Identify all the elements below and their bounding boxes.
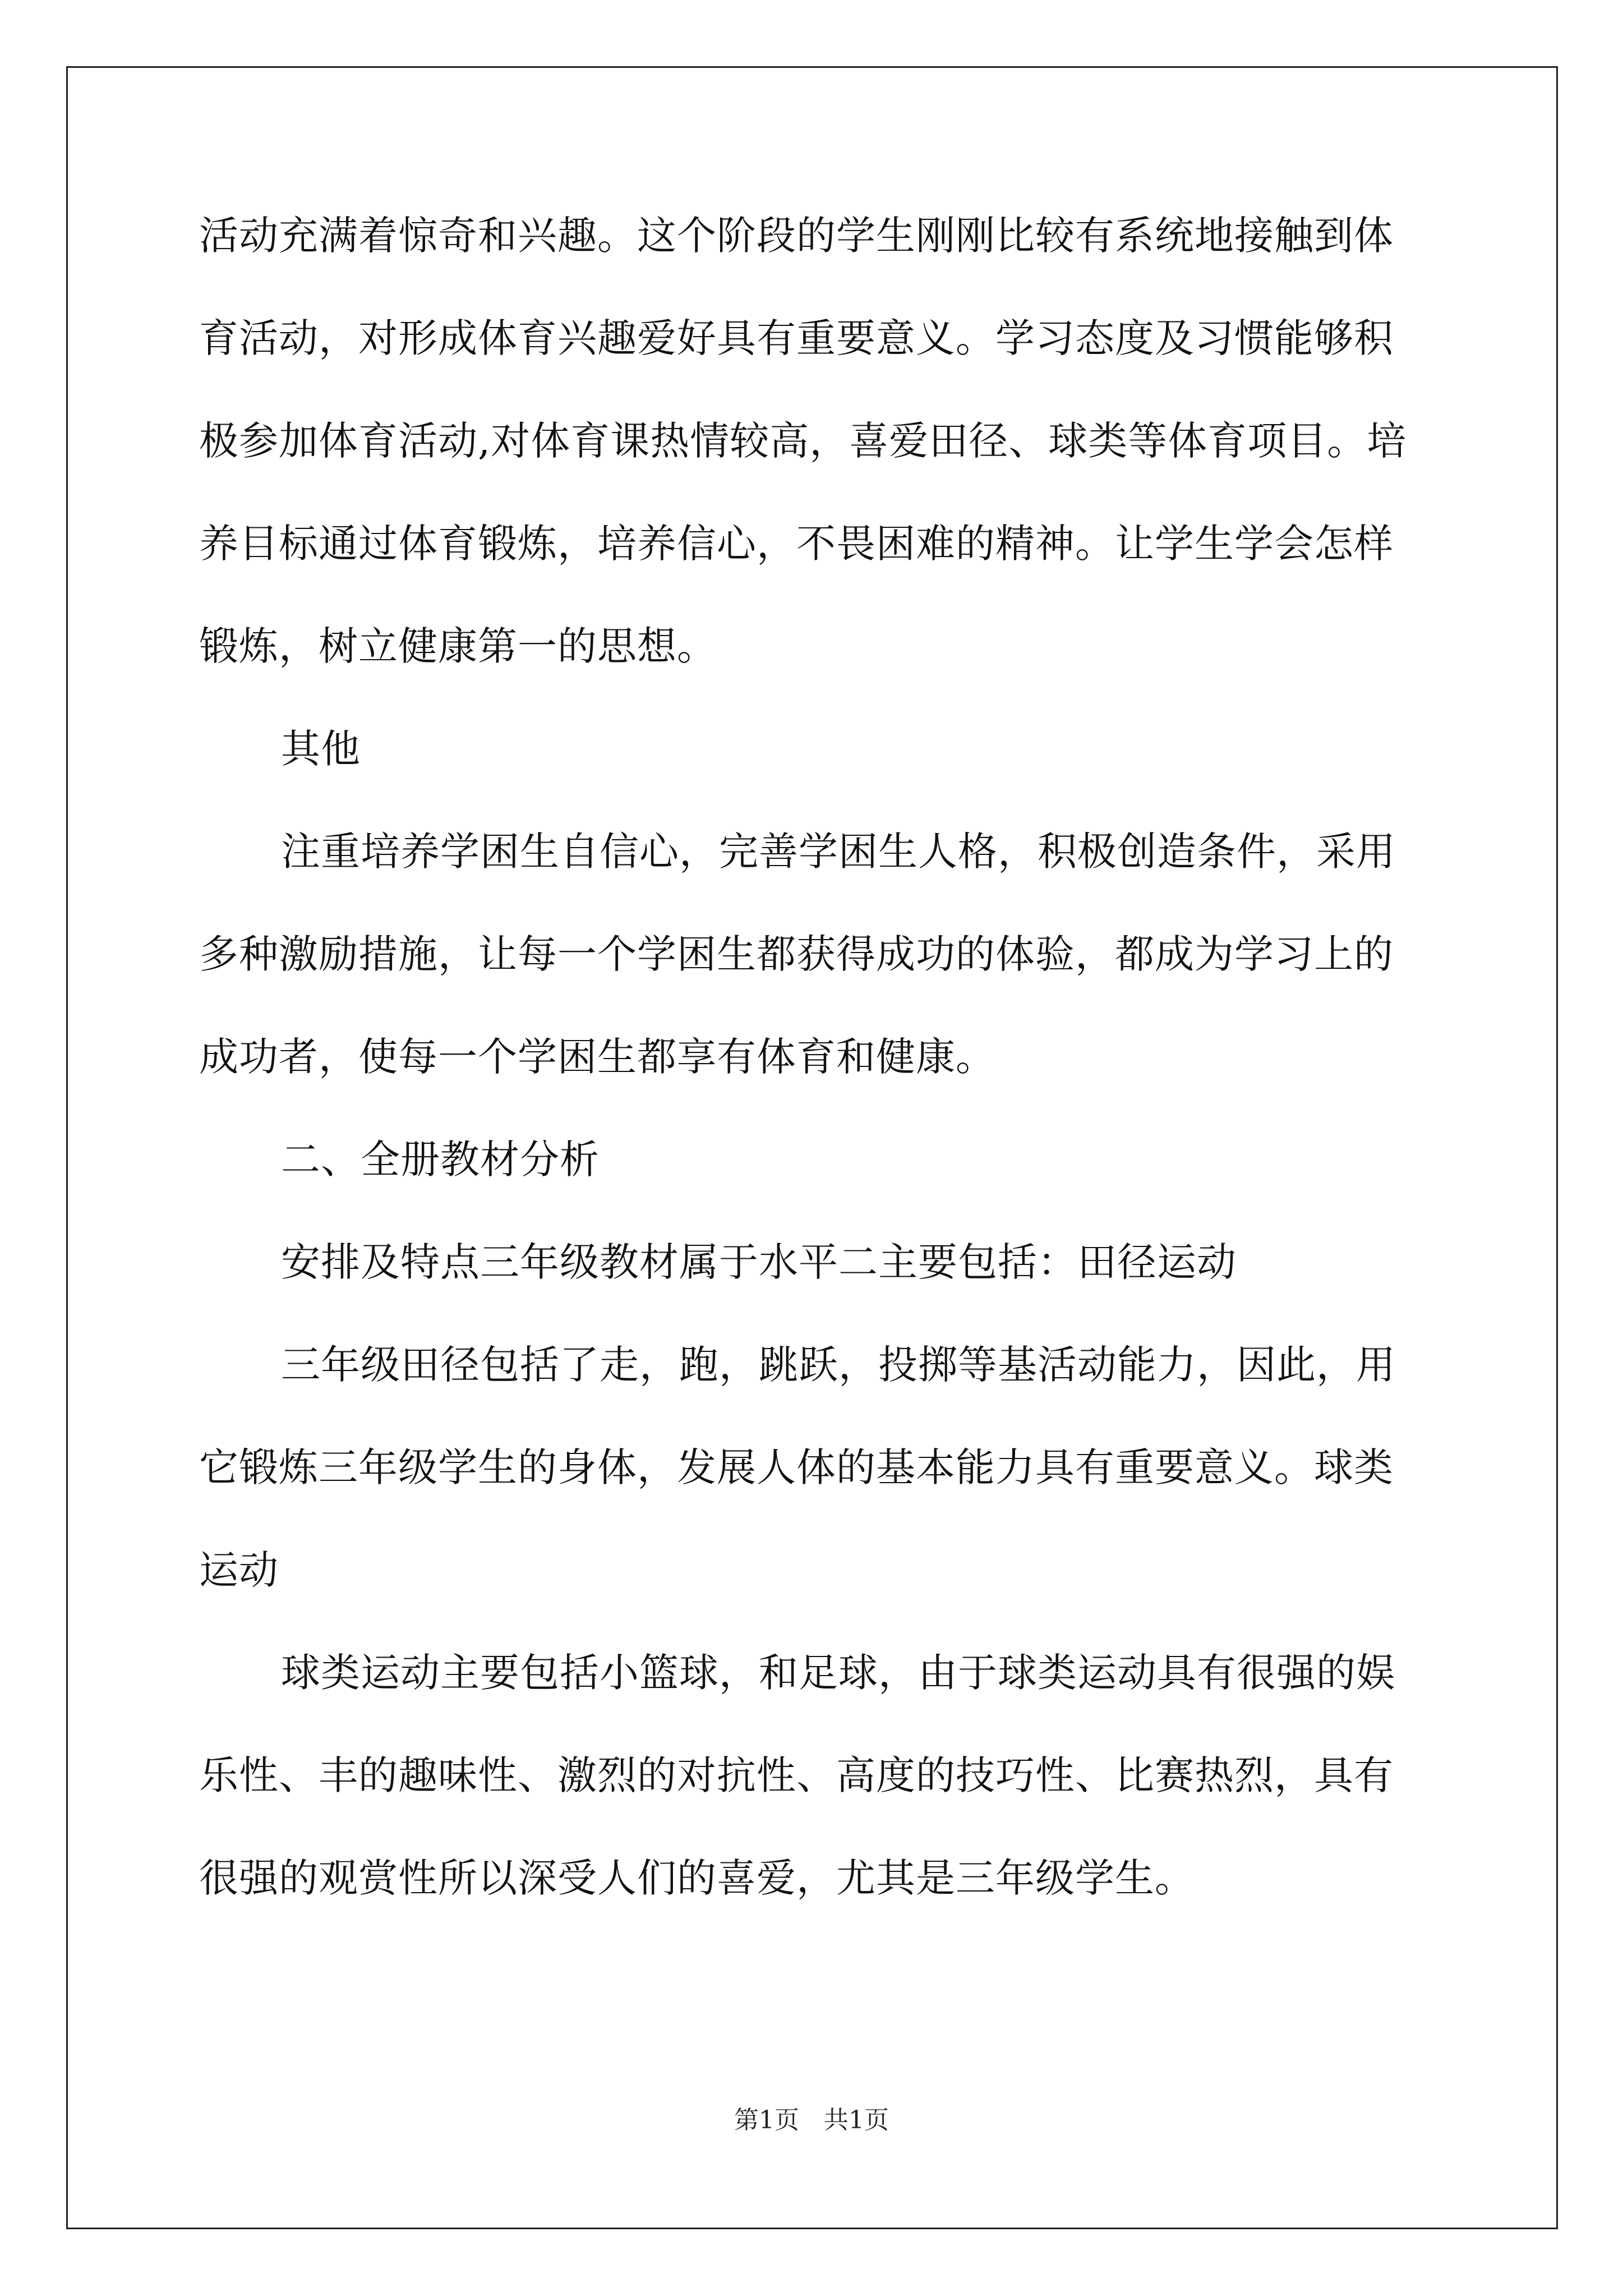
paragraph-line: 注重培养学困生自信心，完善学困生人格，积极创造条件，采用 [281, 829, 1396, 875]
paragraph-line: 育活动，对形成体育兴趣爱好具有重要意义。学习态度及习惯能够积 [199, 315, 1394, 361]
paragraph-line: 它锻炼三年级学生的身体，发展人体的基本能力具有重要意义。球类 [199, 1444, 1394, 1490]
paragraph-line: 活动充满着惊奇和兴趣。这个阶段的学生刚刚比较有系统地接触到体 [199, 213, 1394, 259]
paragraph-line: 多种激励措施，让每一个学困生都获得成功的体验，都成为学习上的 [199, 931, 1394, 977]
page-footer: 第1页 共1页 [734, 2106, 889, 2134]
paragraph-line: 很强的观赏性所以深受人们的喜爱，尤其是三年级学生。 [199, 1855, 1195, 1901]
paragraph-line: 极参加体育活动,对体育课热情较高，喜爱田径、球类等体育项目。培 [199, 418, 1407, 464]
section-heading: 二、全册教材分析 [281, 1137, 600, 1182]
paragraph-line: 乐性、丰的趣味性、激烈的对抗性、高度的技巧性、比赛热烈，具有 [199, 1752, 1394, 1798]
section-heading: 其他 [281, 726, 361, 772]
paragraph-line: 锻炼，树立健康第一的思想。 [199, 623, 717, 669]
paragraph-line: 球类运动主要包括小篮球，和足球，由于球类运动具有很强的娱 [281, 1650, 1396, 1696]
paragraph-line: 安排及特点三年级教材属于水平二主要包括：田径运动 [281, 1239, 1237, 1285]
paragraph-line: 养目标通过体育锻炼，培养信心，不畏困难的精神。让学生学会怎样 [199, 521, 1394, 567]
paragraph-line: 成功者，使每一个学困生都享有体育和健康。 [199, 1034, 995, 1080]
paragraph-line: 三年级田径包括了走，跑，跳跃，投掷等基活动能力，因此，用 [281, 1342, 1396, 1388]
paragraph-line: 运动 [199, 1547, 279, 1593]
